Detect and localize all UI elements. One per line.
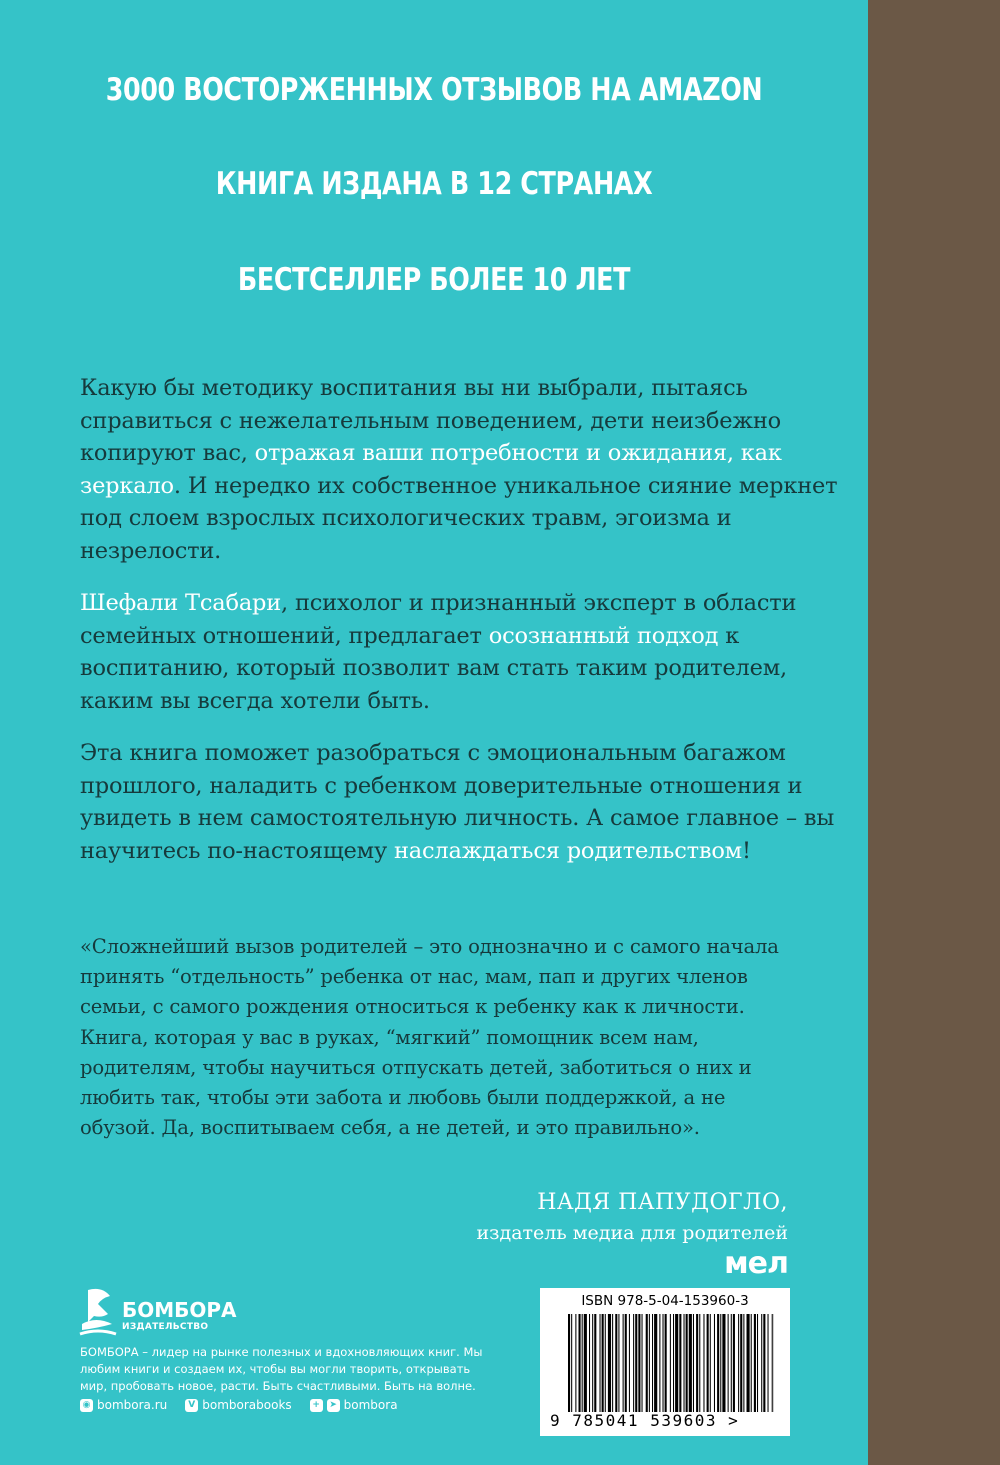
- headline-countries: КНИГА ИЗДАНА В 12 СТРАНАХ: [215, 166, 653, 202]
- barcode-bar: [717, 1314, 719, 1412]
- barcode-bar: [582, 1314, 583, 1412]
- barcode: [540, 1288, 790, 1436]
- barcode-bar: [768, 1314, 769, 1412]
- vk-icon: V: [185, 1399, 198, 1412]
- barcode-bar: [703, 1314, 704, 1412]
- barcode-bar: [665, 1314, 667, 1412]
- barcode-bar: [659, 1314, 660, 1412]
- barcode-bar: [646, 1314, 648, 1412]
- barcode-bar: [638, 1314, 640, 1412]
- barcode-bar: [579, 1314, 581, 1412]
- barcode-bar: [761, 1314, 762, 1412]
- barcode-bar: [584, 1314, 587, 1412]
- barcode-bars: [568, 1314, 774, 1412]
- isbn-number: ISBN 978-5-04-153960-3: [581, 1293, 749, 1309]
- barcode-bar: [710, 1314, 711, 1412]
- barcode-bar: [571, 1314, 572, 1412]
- barcode-bar: [568, 1314, 570, 1412]
- barcode-bar: [670, 1314, 671, 1412]
- barcode-bar: [757, 1314, 758, 1412]
- barcode-bar: [642, 1314, 643, 1412]
- review-quote: «Сложнейший вызов родителей – это однозначно и с самого начала принять “отдельность” ребенка от нас, мам, пап и других членов семьи, с самого рождения относиться к ребенку как к личности. Книга, которая у вас в руках, “мягкий” помощник всем нам, родителям, чтобы научиться отпускать детей, заботиться о них и любить так, чтобы эти забота и любовь были поддержкой, а не обузой. Да, воспитываем себя, а не детей, и это правильно».: [80, 935, 779, 1140]
- telegram-icon: ➤: [327, 1399, 340, 1412]
- barcode-bar: [754, 1314, 756, 1412]
- barcode-bar: [689, 1314, 692, 1412]
- barcode-bar: [699, 1314, 700, 1412]
- barcode-bar: [625, 1314, 627, 1412]
- mel-logo: мел: [724, 1246, 788, 1281]
- barcode-bar: [720, 1314, 721, 1412]
- paragraph-1: Какую бы методику воспитания вы ни выбрали, пытаясь справиться с нежелательным поведением, дети неизбежно копируют вас, отражая ваши потребности и ожидания, как зеркало. И нередко их собственное уникальное сияние меркнет под слоем взрослых психологических травм, эгоизма и незрелости.: [80, 375, 838, 564]
- barcode-bar: [663, 1314, 664, 1412]
- social-web[interactable]: ◉ bombora.ru: [80, 1398, 167, 1412]
- barcode-bar: [686, 1314, 688, 1412]
- barcode-bar: [608, 1314, 611, 1412]
- barcode-bar: [747, 1314, 750, 1412]
- barcode-bar: [772, 1314, 773, 1412]
- publisher-socials: [80, 1398, 398, 1412]
- barcode-bar: [605, 1314, 606, 1412]
- publisher-description: БОМБОРА – лидер на рынке полезных и вдохновляющих книг. Мы любим книги и создаем их, чтобы вы могли творить, открывать мир, пробовать новое, расти. Быть счастливыми. Быть на волне.: [80, 1345, 483, 1393]
- barcode-bar: [633, 1314, 634, 1412]
- barcode-bar: [693, 1314, 694, 1412]
- quote-author-role: издатель медиа для родителей: [476, 1222, 788, 1244]
- barcode-bar: [763, 1314, 765, 1412]
- paragraph-2: Шефали Тсабари, психолог и признанный эксперт в области семейных отношений, предлагает осознанный подход к воспитанию, который позволит вам стать таким родителем, каким вы всегда хотели быть.: [80, 590, 797, 714]
- barcode-bar: [707, 1314, 709, 1412]
- paragraph-3: Эта книга поможет разобраться с эмоциональным багажом прошлого, наладить с ребенком доверительные отношения и увидеть в нем самостоятельную личность. А самое главное – вы научитесь по-настоящему наслаждаться родительством!: [80, 740, 835, 864]
- barcode-bar: [743, 1314, 744, 1412]
- publisher-sub: ИЗДАТЕЛЬСТВО: [122, 1322, 209, 1332]
- description: [80, 372, 840, 887]
- barcode-bar: [629, 1314, 630, 1412]
- barcode-bar: [733, 1314, 735, 1412]
- barcode-bar: [600, 1314, 601, 1412]
- barcode-bar: [615, 1314, 617, 1412]
- social-telegram[interactable]: + ➤ bombora: [310, 1398, 398, 1412]
- barcode-bar: [740, 1314, 742, 1412]
- web-icon: ◉: [80, 1399, 93, 1412]
- plus-icon: +: [310, 1399, 323, 1412]
- social-vk[interactable]: V bomborabooks: [185, 1398, 291, 1412]
- barcode-bar: [728, 1314, 729, 1412]
- barcode-bar: [738, 1314, 739, 1412]
- barcode-bar: [675, 1314, 678, 1412]
- barcode-bar: [652, 1314, 653, 1412]
- barcode-bar: [575, 1314, 576, 1412]
- barcode-bar: [602, 1314, 604, 1412]
- barcode-bar: [623, 1314, 624, 1412]
- barcode-bar: [684, 1314, 685, 1412]
- highlight-author: Шефали Тсабари: [80, 590, 282, 616]
- book-spine: [868, 0, 1000, 1465]
- barcode-bar: [673, 1314, 674, 1412]
- barcode-bar: [612, 1314, 613, 1412]
- publisher-name: БОМБОРА: [122, 1298, 237, 1322]
- headline-bestseller: БЕСТСЕЛЛЕР БОЛЕЕ 10 ЛЕТ: [237, 262, 631, 298]
- barcode-digits: 9 785041 539603 >: [550, 1411, 740, 1430]
- barcode-bar: [594, 1314, 596, 1412]
- barcode-bar: [731, 1314, 732, 1412]
- barcode-bar: [649, 1314, 650, 1412]
- highlight-approach: осознанный подход: [488, 622, 719, 649]
- barcode-bar: [589, 1314, 590, 1412]
- highlight-mirror: отражая ваши потребности и ожидания, как зеркало: [80, 440, 782, 499]
- barcode-bar: [679, 1314, 681, 1412]
- barcode-bar: [722, 1314, 725, 1412]
- barcode-bar: [696, 1314, 698, 1412]
- headline-reviews: 3000 ВОСТОРЖЕННЫХ ОТЗЫВОВ НА AMAZON: [105, 72, 763, 108]
- barcode-bar: [751, 1314, 752, 1412]
- barcode-bar: [635, 1314, 637, 1412]
- barcode-bar: [654, 1314, 657, 1412]
- quote-author: НАДЯ ПАПУДОГЛО,: [537, 1190, 788, 1215]
- barcode-bar: [592, 1314, 593, 1412]
- highlight-parenting: наслаждаться родительством: [393, 837, 742, 864]
- barcode-bar: [618, 1314, 619, 1412]
- barcode-bar: [714, 1314, 715, 1412]
